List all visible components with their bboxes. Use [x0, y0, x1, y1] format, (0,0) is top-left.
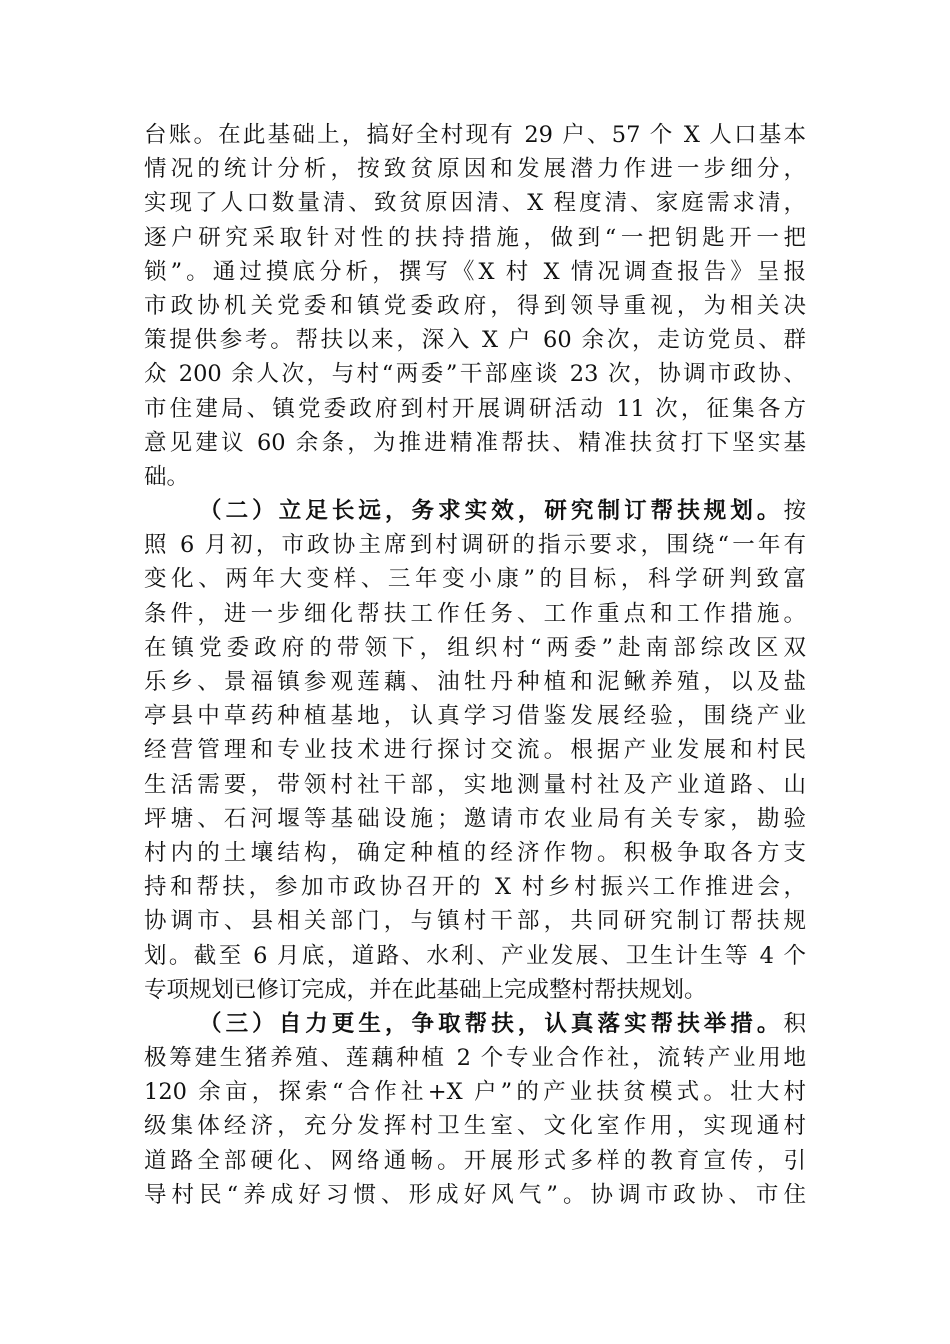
section-heading: （三）自力更生，争取帮扶，认真落实帮扶举措。 [199, 1010, 784, 1037]
text-line: 专项规划已修订完成，并在此基础上完成整村帮扶规划。 [144, 976, 707, 1003]
text-line: 生活需要，带领村社干部，实地测量村社及产业道路、山 [144, 771, 806, 798]
text-line: 逐户研究采取针对性的扶持措施，做到“一把钥匙开一把 [144, 224, 806, 251]
text-line: 协调市、县相关部门，与镇村干部，共同研究制订帮扶规 [144, 908, 806, 935]
text-run: 积 [783, 1010, 806, 1037]
text-line: 众 200 余人次，与村“两委”干部座谈 23 次，协调市政协、 [144, 361, 806, 388]
text-line: 经营管理和专业技术进行探讨交流。根据产业发展和村民 [144, 737, 806, 764]
section-heading: （二）立足长远，务求实效，研究制订帮扶规划。 [199, 498, 784, 525]
text-line: 意见建议 60 余条，为推进精准帮扶、精准扶贫打下坚实基 [144, 429, 806, 456]
text-line: 实现了人口数量清、致贫原因清、X 程度清、家庭需求清， [144, 190, 806, 217]
text-line: 亭县中草药种植基地，认真学习借鉴发展经验，围绕产业 [144, 703, 806, 730]
text-line: 划。截至 6 月底，道路、水利、产业发展、卫生计生等 4 个 [144, 942, 806, 969]
text-line: 乐乡、景福镇参观莲藕、油牡丹种植和泥鳅养殖，以及盐 [144, 669, 806, 695]
text-line: 市政协机关党委和镇党委政府，得到领导重视，为相关决 [144, 292, 806, 319]
text-line: 村内的土壤结构，确定种植的经济作物。积极争取各方支 [144, 839, 806, 866]
text-line: 级集体经济，充分发挥村卫生室、文化室作用，实现通村 [144, 1113, 806, 1140]
text-line: 照 6 月初，市政协主席到村调研的指示要求，围绕“一年有 [144, 532, 806, 559]
paragraph-1 [144, 118, 806, 494]
paragraph-2 [144, 494, 806, 1007]
text-line: 导村民“养成好习惯、形成好风气”。协调市政协、市住 [144, 1181, 806, 1208]
text-run: 按 [783, 498, 806, 525]
text-line: 条件，进一步细化帮扶工作任务、工作重点和工作措施。 [144, 600, 806, 627]
text-line: 变化、两年大变样、三年变小康”的目标，科学研判致富 [144, 566, 806, 593]
text-line: 台账。在此基础上，搞好全村现有 29 户、57 个 X 人口基本 [144, 122, 806, 148]
text-line: 坪塘、石河堰等基础设施；邀请市农业局有关专家，勘验 [144, 805, 806, 832]
text-line: 市住建局、镇党委政府到村开展调研活动 11 次，征集各方 [144, 395, 806, 422]
text-line: 锁”。通过摸底分析，撰写《X 村 X 情况调查报告》呈报 [144, 258, 806, 285]
paragraph-first-line [144, 494, 806, 528]
text-line: 120 余亩，探索“合作社+X 户”的产业扶贫模式。壮大村 [144, 1079, 806, 1106]
text-line: 策提供参考。帮扶以来，深入 X 户 60 余次，走访党员、群 [144, 327, 806, 354]
text-line: 持和帮扶，参加市政协召开的 X 村乡村振兴工作推进会， [144, 874, 806, 901]
paragraph-3 [144, 1007, 806, 1212]
text-line: 在镇党委政府的带领下，组织村“两委”赴南部综改区双 [144, 634, 806, 661]
text-line: 情况的统计分析，按致贫原因和发展潜力作进一步细分， [144, 156, 806, 183]
text-line: 础。 [144, 463, 190, 490]
paragraph-first-line [144, 1007, 806, 1041]
text-line: 道路全部硬化、网络通畅。开展形式多样的教育宣传，引 [144, 1147, 806, 1174]
text-line: 极筹建生猪养殖、莲藕种植 2 个专业合作社，流转产业用地 [144, 1045, 806, 1072]
